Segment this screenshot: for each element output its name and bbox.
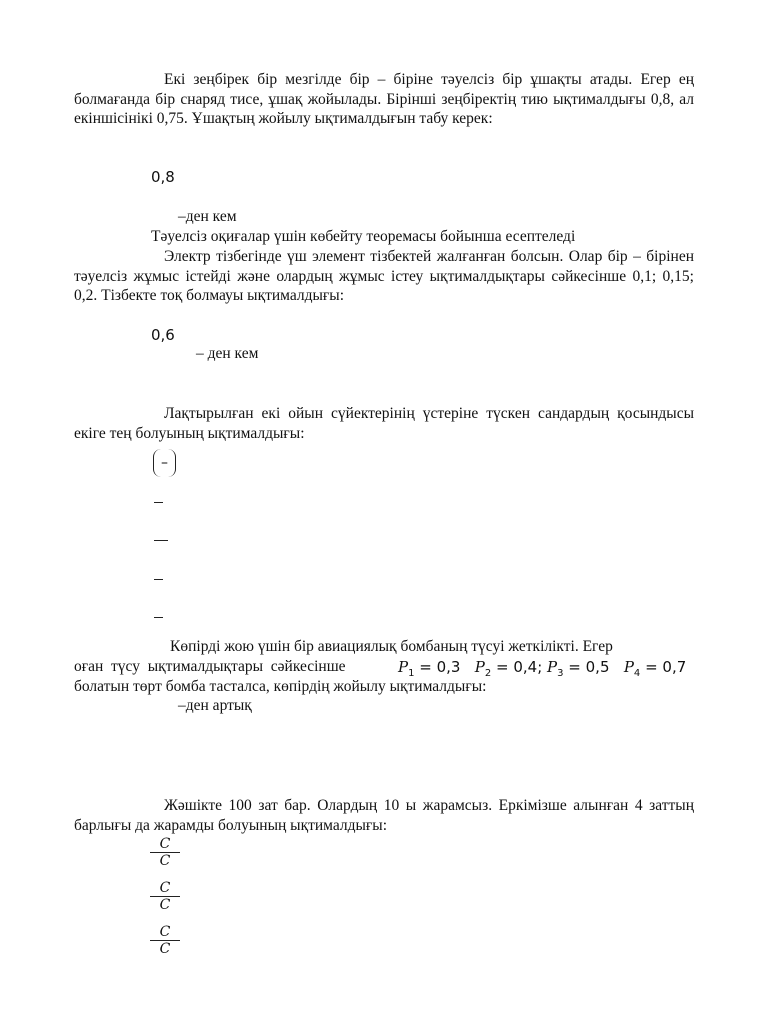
option-dash-3: [154, 579, 163, 580]
p2-value: = 0,4;: [496, 658, 543, 676]
problem-1-text: [74, 70, 694, 129]
option-dash-2: [154, 540, 168, 541]
option-dash-1: [154, 502, 163, 503]
problem-2-option-value: 0,6: [151, 326, 175, 344]
problem-4-line-2: [74, 658, 346, 676]
problem-1-option-value: 0,8: [151, 168, 175, 186]
p3-label: P: [547, 658, 558, 676]
fraction-numerator: C: [150, 881, 180, 897]
p3-sub: 3: [557, 668, 564, 679]
p2-label: P: [474, 658, 485, 676]
p2-sub: 2: [484, 668, 492, 679]
p4-sub: 4: [633, 668, 641, 679]
fraction-option-1: [150, 837, 180, 870]
problem-4-text-b: болатын төрт бомба тасталса, көпірдің жойылу ықтималдығы:: [74, 678, 487, 695]
problem-2-body: Электр тізбегінде үш элемент тізбектей жалғанған болсын. Олар бір – бірінен тәуелсіз жұмыс істейді және олардың жұмыс істеу ықтималдықтары сәйкесінше 0,1; 0,15; 0,2. Тізбекте тоқ болмауы ықтималдығы:: [74, 248, 694, 304]
fraction-option-3: [150, 925, 180, 958]
problem-4-line-1: [74, 638, 694, 656]
fraction-option-2: [150, 881, 180, 914]
paren-minus-symbol: –: [161, 455, 168, 471]
parenthesized-fraction: [153, 449, 176, 477]
fraction-denominator: C: [159, 941, 171, 957]
problem-3-text: [74, 404, 694, 443]
problem-1-note: Тәуелсіз оқиғалар үшін көбейту теоремасы бойынша есептеледі: [151, 228, 576, 245]
problem-4-text-a-end: оған түсу ықтималдықтары сәйкесінше: [74, 658, 346, 675]
problem-2-text: [74, 247, 694, 306]
problem-5-body: Жәшікте 100 зат бар. Олардың 10 ы жарамсыз. Еркімізше алынған 4 заттың барлығы да жарамды болуының ықтималдығы:: [74, 797, 694, 834]
fraction-numerator: C: [150, 925, 180, 941]
p4-value: = 0,7: [645, 658, 687, 676]
p3-value: = 0,5: [568, 658, 610, 676]
problem-1-option-text: –ден кем: [178, 208, 237, 225]
probability-values: [398, 658, 686, 679]
option-dash-4: [154, 617, 163, 618]
fraction-denominator: C: [159, 853, 171, 869]
problem-4-text-a-start: Көпірді жою үшін бір авиациялық бомбаның түсуі жеткілікті. Егер: [170, 638, 613, 655]
problem-3-body: Лақтырылған екі ойын сүйектерінің үстеріне түскен сандардың қосындысы екіге тең болуының ықтималдығы:: [74, 405, 694, 442]
p1-sub: 1: [408, 668, 415, 679]
p4-label: P: [623, 658, 634, 676]
problem-4-option-text: –ден артық: [178, 697, 252, 714]
fraction-numerator: C: [150, 837, 180, 853]
problem-1-body: Екі зеңбірек бір мезгілде бір – біріне тәуелсіз бір ұшақты атады. Егер ең болмағанда бір снаряд тисе, ұшақ жойылады. Бірінші зеңбіректің тию ықтималдығы 0,8, ал екіншісінікі 0,75. Ұшақтың жойылу ықтималдығын табу керек:: [74, 71, 694, 127]
problem-5-text: [74, 796, 694, 835]
p1-value: = 0,3: [419, 658, 461, 676]
problem-2-option-text: – ден кем: [196, 345, 259, 362]
p1-label: P: [398, 658, 409, 676]
fraction-denominator: C: [159, 897, 171, 913]
